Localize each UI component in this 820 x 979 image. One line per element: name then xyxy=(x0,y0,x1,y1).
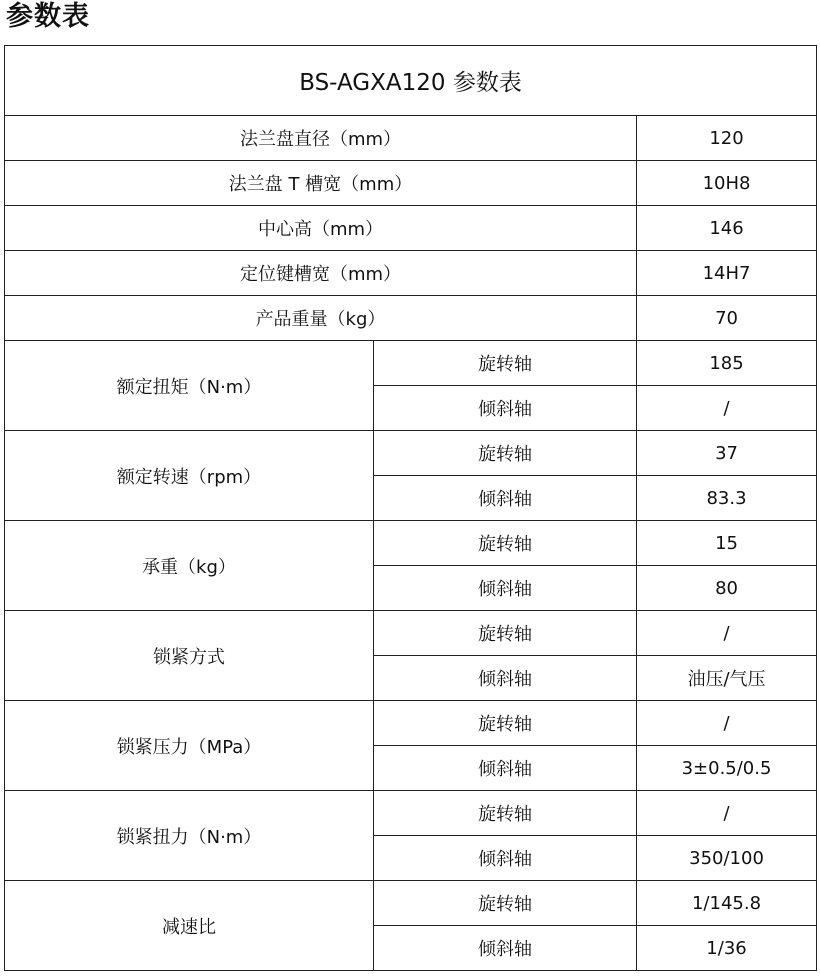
spec-value: / xyxy=(637,701,817,746)
axis-label: 倾斜轴 xyxy=(374,746,637,791)
axis-label: 旋转轴 xyxy=(374,341,637,386)
group-label: 锁紧方式 xyxy=(5,611,374,701)
table-row xyxy=(5,701,817,746)
table-row xyxy=(5,881,817,926)
axis-label: 旋转轴 xyxy=(374,701,637,746)
axis-label: 倾斜轴 xyxy=(374,476,637,521)
axis-label: 旋转轴 xyxy=(374,521,637,566)
spec-label: 产品重量（kg） xyxy=(5,296,637,341)
spec-value: / xyxy=(637,611,817,656)
spec-value: 10H8 xyxy=(637,161,817,206)
axis-label: 倾斜轴 xyxy=(374,566,637,611)
spec-value: / xyxy=(637,791,817,836)
spec-value: 80 xyxy=(637,566,817,611)
axis-label: 旋转轴 xyxy=(374,611,637,656)
group-label: 额定扭矩（N·m） xyxy=(5,341,374,431)
spec-value: 350/100 xyxy=(637,836,817,881)
spec-label: 法兰盘 T 槽宽（mm） xyxy=(5,161,637,206)
group-label: 承重（kg） xyxy=(5,521,374,611)
table-row xyxy=(5,611,817,656)
axis-label: 倾斜轴 xyxy=(374,836,637,881)
table-row xyxy=(5,791,817,836)
axis-label: 旋转轴 xyxy=(374,791,637,836)
table-row xyxy=(5,296,817,341)
group-label: 锁紧扭力（N·m） xyxy=(5,791,374,881)
table-row xyxy=(5,521,817,566)
spec-value: 37 xyxy=(637,431,817,476)
table-row xyxy=(5,341,817,386)
spec-label: 定位键槽宽（mm） xyxy=(5,251,637,296)
table-row xyxy=(5,161,817,206)
spec-value: 3±0.5/0.5 xyxy=(637,746,817,791)
table-title: BS-AGXA120 参数表 xyxy=(5,46,817,116)
spec-table xyxy=(4,45,817,971)
table-row xyxy=(5,116,817,161)
table-row xyxy=(5,206,817,251)
spec-value: 15 xyxy=(637,521,817,566)
spec-value: 83.3 xyxy=(637,476,817,521)
page-heading: 参数表 xyxy=(6,1,90,32)
spec-label: 中心高（mm） xyxy=(5,206,637,251)
spec-value: / xyxy=(637,386,817,431)
table-row xyxy=(5,431,817,476)
axis-label: 旋转轴 xyxy=(374,881,637,926)
group-label: 减速比 xyxy=(5,881,374,971)
spec-value: 1/145.8 xyxy=(637,881,817,926)
table-row xyxy=(5,251,817,296)
group-label: 额定转速（rpm） xyxy=(5,431,374,521)
axis-label: 旋转轴 xyxy=(374,431,637,476)
spec-value: 146 xyxy=(637,206,817,251)
spec-value: 1/36 xyxy=(637,926,817,971)
axis-label: 倾斜轴 xyxy=(374,386,637,431)
spec-value: 70 xyxy=(637,296,817,341)
spec-value: 14H7 xyxy=(637,251,817,296)
axis-label: 倾斜轴 xyxy=(374,926,637,971)
table-title-row xyxy=(5,46,817,116)
spec-value: 油压/气压 xyxy=(637,656,817,701)
axis-label: 倾斜轴 xyxy=(374,656,637,701)
spec-value: 120 xyxy=(637,116,817,161)
group-label: 锁紧压力（MPa） xyxy=(5,701,374,791)
spec-value: 185 xyxy=(637,341,817,386)
spec-label: 法兰盘直径（mm） xyxy=(5,116,637,161)
